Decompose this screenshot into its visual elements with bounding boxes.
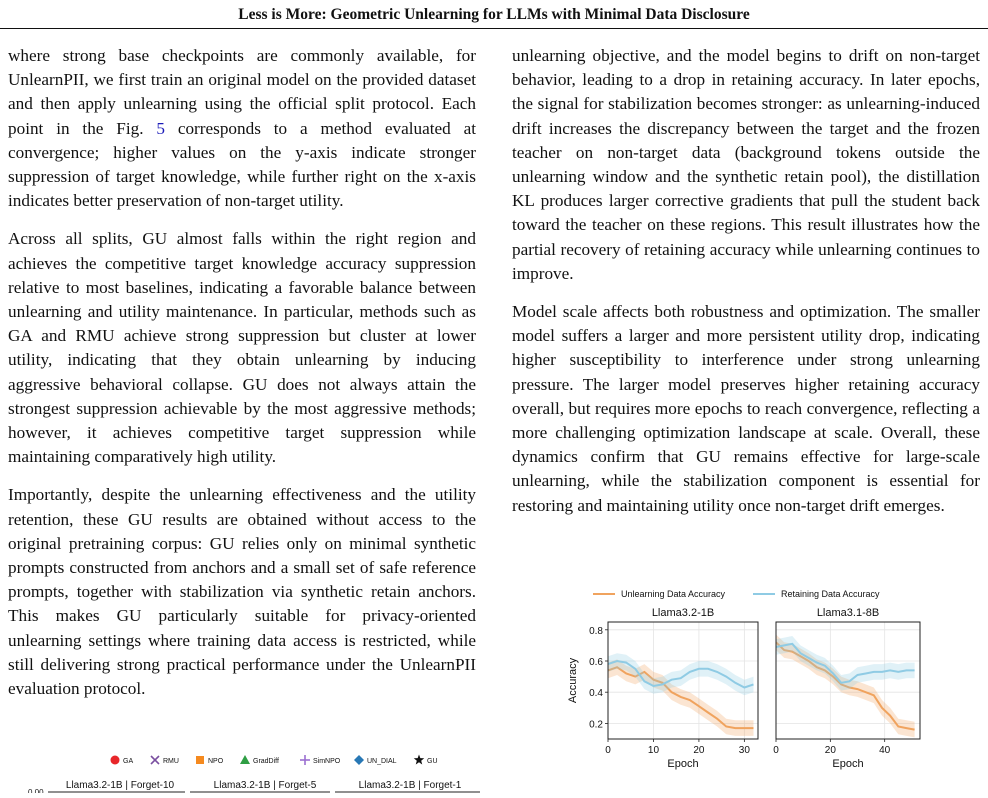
x-tick-label: 40 [879,745,891,756]
y-tick-label: 0.2 [589,719,603,731]
legend-marker-x [151,756,159,764]
legend-marker-circle [111,756,120,765]
circle-marker [111,756,120,765]
left-column [8,44,476,715]
star-marker [414,755,424,765]
scatter-figure-svg [0,748,500,793]
scatter-figure [0,748,500,793]
paragraph: unlearning objective, and the model begins to drift on non-target behavior, leading to a drop in retaining accuracy. In later epochs, the signal for stabilization becomes stronger: as unlearning-induced drift increases the discrepancy between the target and the frozen teacher on non-target data (background tokens outside the unlearning window and the synthetic retain pool), the distillation KL produces larger corrective gradients that pull the student back toward the teacher on these regions. This result illustrates how the partial recovery of retaining accuracy while unlearning continues to improve. [512,46,980,283]
chart-legend [593,589,880,599]
square-marker [196,756,204,764]
paragraph: Across all splits, GU almost falls within the right region and achieves the competitive target knowledge accuracy suppression relative to most baselines, indicating a favorable balance between unlearning and utility maintenance. In particular, methods such as GA and RMU achieve strong suppression but cluster at lower utility, indicating that they obtain unlearning by inducing aggressive behavioral collapse. GU does not always attain the strongest suppression achievable by the most aggressive methods; however, it achieves competitive target suppression while maintaining comparatively high utility. [8,229,476,467]
chart-panel [773,607,920,770]
line-chart-figure [558,584,938,784]
panel-title: Llama3.2-1B | Forget-10 [65,780,175,791]
panel-title: Llama3.2-1B [651,607,715,619]
y-tick-label: 0.00 [28,788,44,793]
diamond-marker [354,755,364,765]
legend-label: UN_DIAL [367,758,397,765]
x-tick-label: 20 [693,745,705,756]
line-chart-svg [558,584,938,784]
panel-title: Llama3.2-1B | Forget-5 [213,780,317,791]
x-axis-label: Epoch [667,758,699,770]
scatter-legend [111,755,438,766]
legend-label: Retaining Data Accuracy [781,589,880,599]
legend-label: SimNPO [313,758,341,765]
y-tick-label: 0.6 [589,657,603,668]
header-rule [0,28,988,29]
paper-title: Less is More: Geometric Unlearning for LLMs with Minimal Data Disclosure [238,6,750,23]
legend-label: GU [427,758,438,765]
x-tick-label: 20 [824,745,836,756]
legend-label: GA [123,758,134,765]
legend-label: GradDiff [253,758,279,765]
x-tick-label: 10 [647,745,660,756]
y-axis-label: Accuracy [567,657,579,704]
legend-label: RMU [163,758,179,765]
y-tick-label: 0.8 [589,625,603,637]
triangle-marker [240,755,250,764]
legend-marker-diamond [354,755,364,765]
x-axis-label: Epoch [832,758,864,770]
panel-title: Llama3.2-1B | Forget-1 [358,780,462,791]
legend-label: Unlearning Data Accuracy [621,589,726,599]
legend-label: NPO [208,758,224,765]
legend-marker-plus [300,755,310,765]
x-tick-label: 0 [605,745,611,756]
paragraph-text: where strong base checkpoints are commonly available, for UnlearnPII, we first train an original model on the provided dataset and then apply unlearning using the official split protocol. Each point in the Fig. [8,46,476,138]
legend-marker-triangle [240,755,250,764]
paragraph-text: corresponds to a method evaluated at convergence; higher values on the y-axis indicate stronger suppression of target knowledge, while further right on the x-axis indicates better preservation of non-target utility. [8,118,476,211]
figure-reference-link[interactable]: 5 [156,118,165,138]
chart-panel [589,607,758,770]
y-tick-label: 0.4 [589,688,603,700]
right-column [512,44,980,532]
paragraph: Importantly, despite the unlearning effectiveness and the utility retention, these GU results are obtained without access to the original pretraining corpus: GU relies only on minimal synthetic prompts constructed from anchors and a small set of safe reference prompts, together with stabilization via synthetic retain anchors. This makes GU particularly suitable for privacy-oriented unlearning settings where training data access is restricted, while still delivering strong practical performance under the UnlearnPII evaluation protocol. [8,485,476,699]
paragraph [8,44,476,213]
panel-title: Llama3.1-8B [816,607,880,619]
x-tick-label: 0 [773,745,779,756]
paragraph: Model scale affects both robustness and optimization. The smaller model suffers a larger and more persistent utility drop, indicating higher susceptibility to interference under strong unlearning pressure. The larger model preserves higher retaining accuracy overall, but requires more epochs to reach convergence, reflecting a more challenging optimization landscape at scale. Overall, these dynamics confirm that GU remains effective for large-scale unlearning, while the stabilization component is essential for restoring and maintaining utility once non-target drift emerges. [512,302,980,515]
legend-marker-star [414,755,424,765]
legend-marker-square [196,756,204,764]
x-tick-label: 30 [738,745,750,756]
